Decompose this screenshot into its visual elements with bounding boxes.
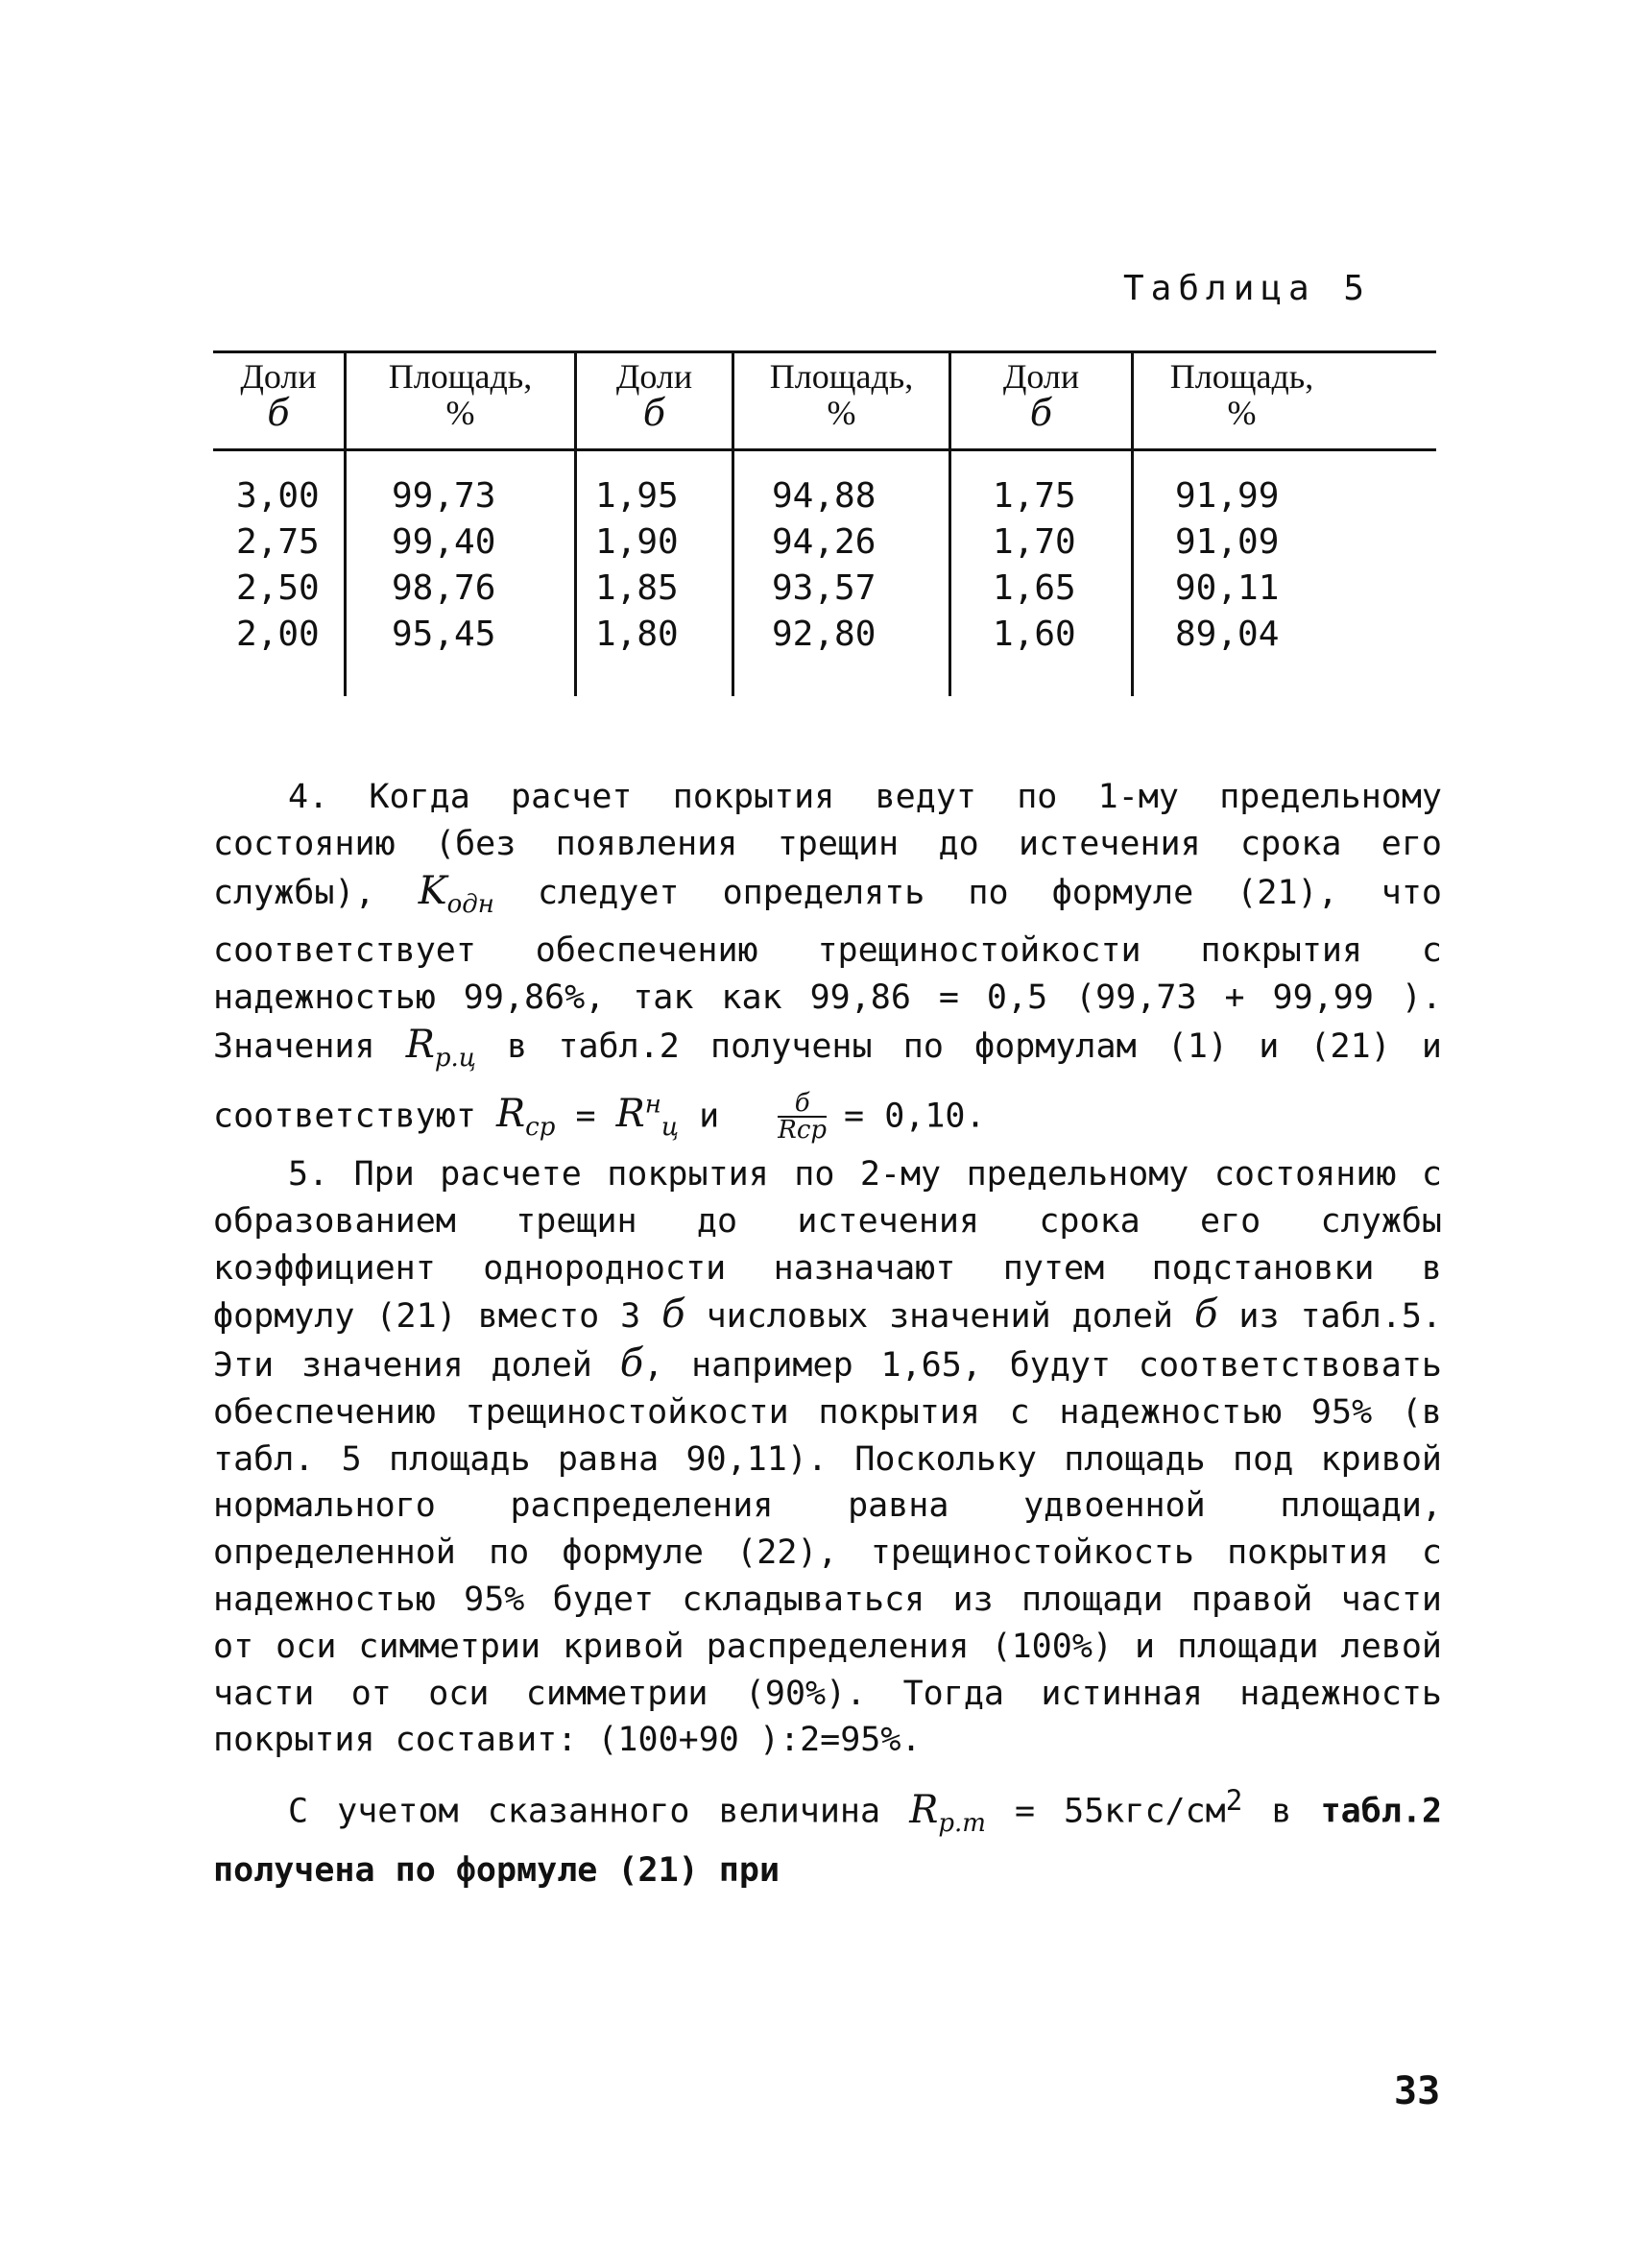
table-cell: 1,90 — [595, 522, 679, 562]
table-cell: 99,40 — [392, 522, 496, 562]
paragraph-5: 5. При расчете покрытия по 2-му предельному состоянию с образованием трещин до истечения срока его службы коэффициент однородности назначают путем подстановки в формулу (21) вместо 3 б числовых значений долей б из табл.5. Эти значения долей б, например 1,65, будут соответствовать обеспечению трещиностойкости покрытия с надежностью 95% (в табл. 5 площадь равна 90,11). Поскольку площадь под кривой нормального распределения равна удвоенной площади, определенной по формуле (22), трещиностойкость покрытия с надежностью 95% будет складываться из площади правой части от оси симметрии кривой распределения (100%) и площади левой части от оси симметрии (90%). Тогда истинная надежность покрытия составит: (100+90 ):2=95%. — [213, 1154, 1442, 1760]
page-number: 33 — [1394, 2069, 1441, 2113]
column-doli-2 — [595, 473, 679, 658]
r-pt-symbol: $R_{р.т}$ — [909, 1787, 986, 1838]
table-cell: 89,04 — [1175, 615, 1280, 654]
table-5 — [213, 350, 1436, 696]
table-cell: 98,76 — [392, 568, 496, 608]
r-n-symbol: $R^н_ц$ — [615, 1090, 680, 1143]
table-cell: 2,00 — [236, 615, 320, 654]
paragraph-4: 4. Когда расчет покрытия ведут по 1-му предельному состоянию (без появления трещин до истечения срока его службы), $K_{одн}$ следует определять по формуле (21), что соответствует обеспечению трещиностойкости покрытия с надежностью 99,86%, так как 99,86 = 0,5 (99,73 + 99,99 ). Значения $R_{р.ц}$ в табл.2 получены по формулам (1) и (21) и соответствуют $R_{ср} = R^н_ц$ и $\frac{б}{\text{Rср}}$ = 0,10. — [213, 778, 1443, 1146]
table-cell: 1,70 — [993, 522, 1076, 562]
header-doli: Доли б — [615, 357, 693, 434]
column-doli-3 — [993, 473, 1076, 658]
table-cell: 1,80 — [595, 615, 679, 654]
table-cell: 1,65 — [993, 568, 1076, 608]
sigma-over-rcp-fraction: $\frac{б}{\text{Rср}}$ — [778, 1089, 828, 1146]
table-cell: 2,75 — [236, 522, 320, 562]
body-text — [213, 774, 1442, 1894]
table-cell: 2,50 — [236, 568, 320, 608]
table-cell: 99,73 — [392, 476, 496, 516]
table-cell: 91,99 — [1175, 476, 1280, 516]
table-top-rule — [213, 350, 1436, 353]
table-cell: 1,60 — [993, 615, 1076, 654]
sigma-symbol: б — [619, 1341, 644, 1387]
column-ploshad-3 — [1175, 473, 1279, 658]
table-cell: 1,95 — [595, 476, 679, 516]
k-odn-symbol: $K_{одн}$ — [418, 868, 494, 919]
table-header-rule — [213, 448, 1436, 451]
table-cell: 94,26 — [772, 522, 877, 562]
sigma-symbol: б — [1193, 1292, 1218, 1338]
header-ploshad: Площадь, % — [769, 357, 914, 432]
table-cell: 95,45 — [392, 615, 496, 654]
paragraph-6: С учетом сказанного величина $R_{р.т} = 55кгс/см^2$ в табл.2 получена по формуле (21) при — [213, 1784, 1443, 1890]
table-cell: 92,80 — [772, 615, 877, 654]
table-cell: 93,57 — [772, 568, 877, 608]
header-doli: Доли б — [1002, 357, 1080, 434]
column-doli-1 — [236, 473, 320, 658]
table-cell: 94,88 — [772, 476, 877, 516]
column-ploshad-1 — [392, 473, 495, 658]
table-cell: 90,11 — [1175, 568, 1280, 608]
table-cell: 3,00 — [236, 476, 320, 516]
r-cp-symbol: $R_{ср}$ — [496, 1092, 556, 1143]
r-pc-symbol: $R_{р.ц}$ — [405, 1022, 476, 1073]
sigma-symbol: б — [661, 1292, 685, 1338]
column-ploshad-2 — [772, 473, 876, 658]
header-ploshad: Площадь, % — [1169, 357, 1314, 432]
table-caption: Таблица 5 — [1123, 269, 1372, 308]
table-cell: 1,85 — [595, 568, 679, 608]
table-cell: 1,75 — [993, 476, 1076, 516]
header-ploshad: Площадь, % — [388, 357, 533, 432]
table-cell: 91,09 — [1175, 522, 1280, 562]
header-doli: Доли б — [240, 357, 317, 434]
